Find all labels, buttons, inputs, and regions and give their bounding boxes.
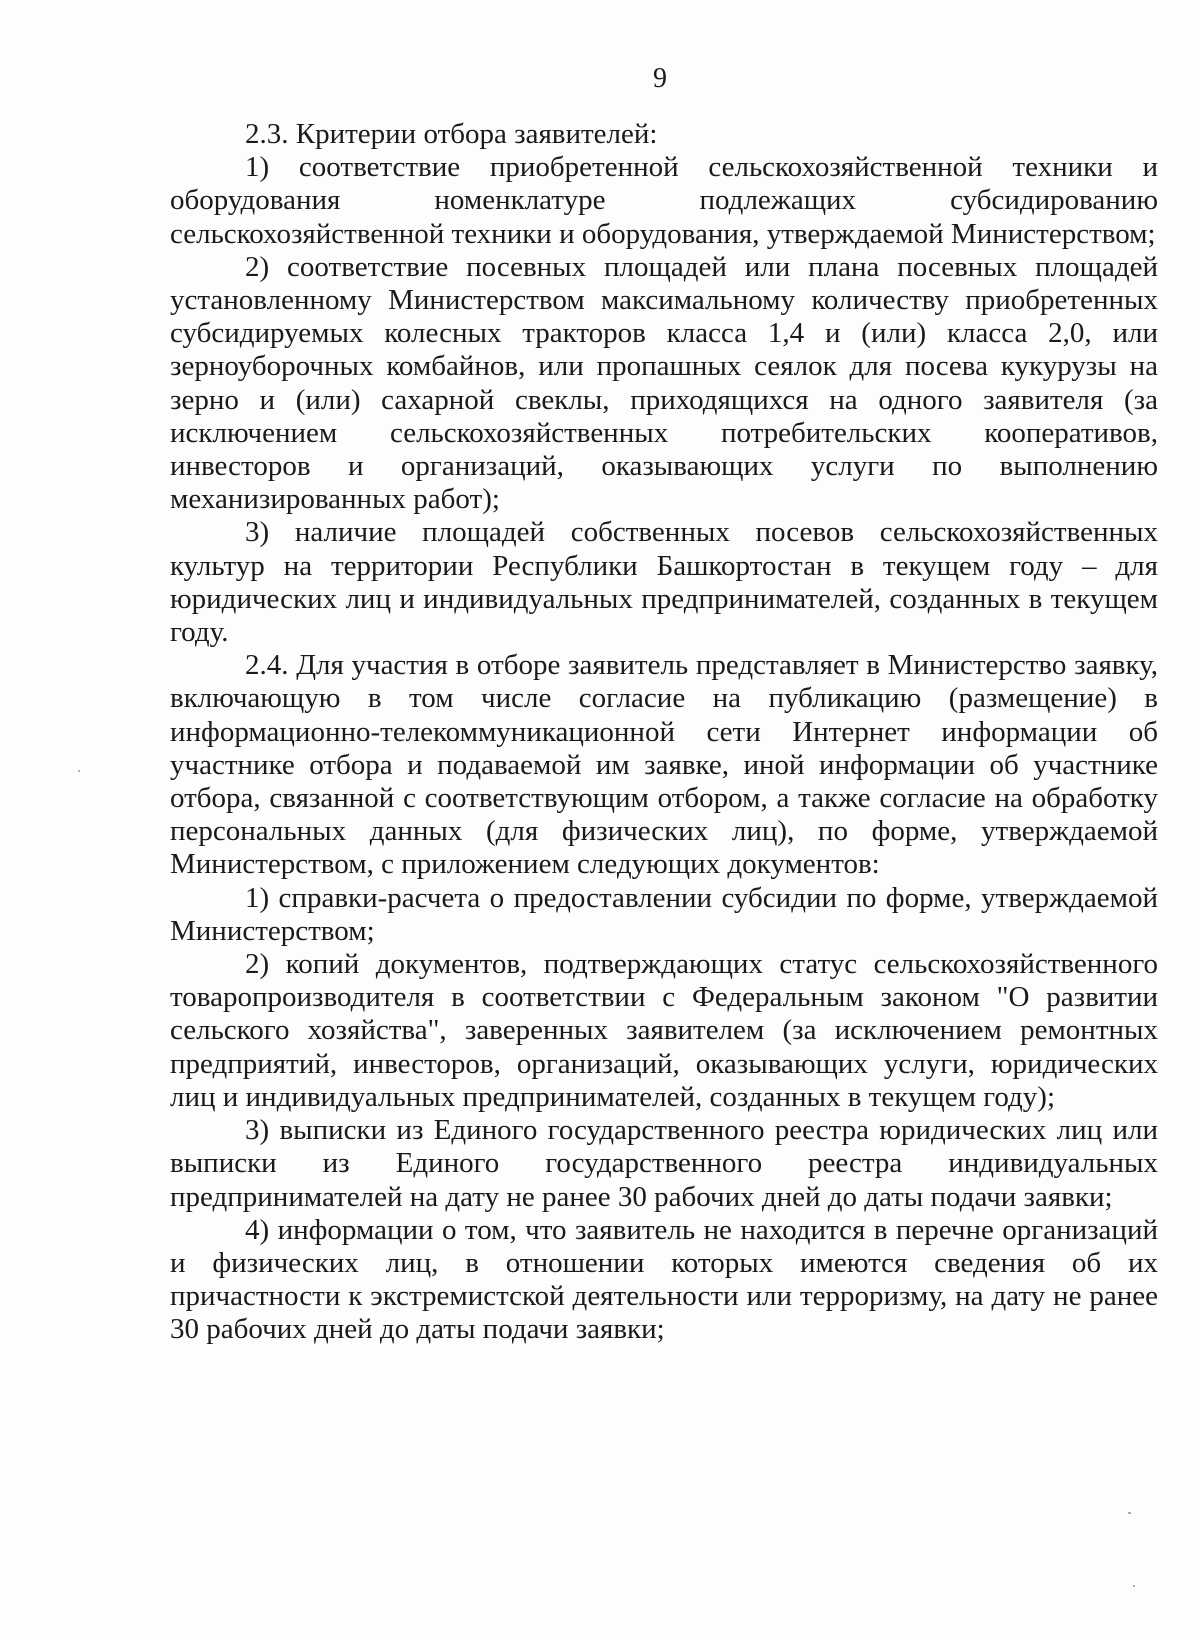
paragraph-2-4: 2.4. Для участия в отборе заявитель представляет в Министерство заявку, включающую в том числе согласие на публикацию (размещение) в информационно-телекоммуникационной сети Интернет информации об участнике отбора и подаваемой им заявке, иной информации об участнике отбора, связанной с соответствующим отбором, а также согласие на обработку персональных данных (для физических лиц), по форме, утверждаемой Министерством, с приложением следующих документов: — [170, 649, 1158, 881]
paragraph-criterion-1: 1) соответствие приобретенной сельскохозяйственной техники и оборудования номенклатуре подлежащих субсидированию сельскохозяйственной техники и оборудования, утверждаемой Министерством; — [170, 151, 1158, 250]
paragraph-document-4: 4) информации о том, что заявитель не находится в перечне организаций и физических лиц, в отношении которых имеются сведения об их причастности к экстремистской деятельности или терроризму, на дату не ранее 30 рабочих дней до даты подачи заявки; — [170, 1213, 1158, 1346]
document-body — [170, 118, 1158, 1347]
paragraph-document-2: 2) копий документов, подтверждающих статус сельскохозяйственного товаропроизводителя в соответствии с Федеральным законом "О развитии сельского хозяйства", заверенных заявителем (за исключением ремонтных предприятий, инвесторов, организаций, оказывающих услуги, юридических лиц и индивидуальных предпринимателей, созданных в текущем году); — [170, 948, 1158, 1113]
scan-speck — [78, 770, 80, 772]
page-number: 9 — [653, 63, 667, 94]
paragraph-criterion-2: 2) соответствие посевных площадей или плана посевных площадей установленному Министерством максимальному количеству приобретенных субсидируемых колесных тракторов класса 1,4 и (или) класса 2,0, или зерноуборочных комбайнов, или пропашных сеялок для посева кукурузы на зерно и (или) сахарной свеклы, приходящихся на одного заявителя (за исключением сельскохозяйственных потребительских кооперативов, инвесторов и организаций, оказывающих услуги по выполнению механизированных работ); — [170, 250, 1158, 516]
scan-speck — [1128, 1512, 1131, 1514]
paragraph-criterion-3: 3) наличие площадей собственных посевов сельскохозяйственных культур на территории Республики Башкортостан в текущем году – для юридических лиц и индивидуальных предпринимателей, созданных в текущем году. — [170, 516, 1158, 649]
scan-speck — [1133, 1585, 1135, 1587]
paragraph-document-1: 1) справки-расчета о предоставлении субсидии по форме, утверждаемой Министерством; — [170, 881, 1158, 947]
paragraph-document-3: 3) выписки из Единого государственного реестра юридических лиц или выписки из Единого государственного реестра индивидуальных предпринимателей на дату не ранее 30 рабочих дней до даты подачи заявки; — [170, 1114, 1158, 1213]
paragraph-2-3-heading: 2.3. Критерии отбора заявителей: — [245, 118, 658, 150]
